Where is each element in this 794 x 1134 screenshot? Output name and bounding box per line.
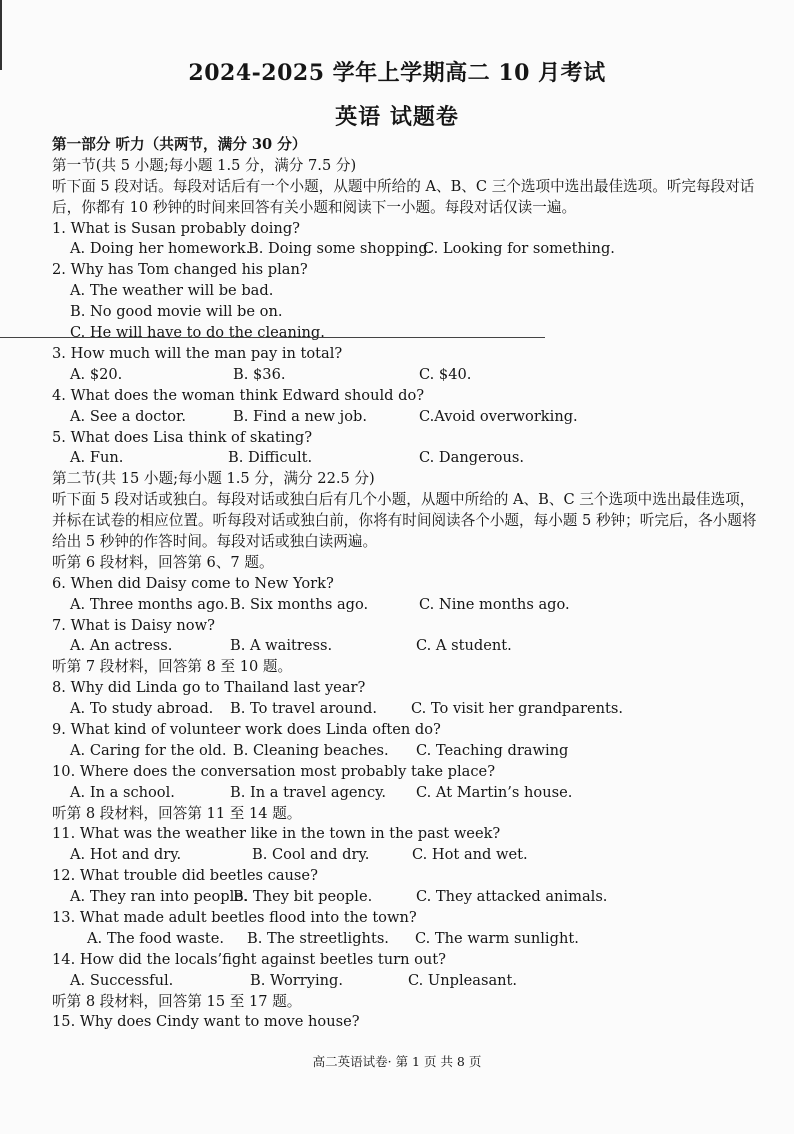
question-5-options	[52, 448, 762, 469]
option-b[interactable]: B. $36.	[233, 365, 286, 383]
question-3: 3. How much will the man pay in total?	[52, 344, 343, 362]
section1-heading: 第一节(共 5 小题;每小题 1.5 分，满分 7.5 分)	[52, 156, 357, 174]
part1-heading: 第一部分 听力（共两节，满分 30 分）	[52, 136, 307, 153]
question-8-options	[52, 699, 762, 720]
question-1: 1. What is Susan probably doing?	[52, 219, 300, 237]
option-c[interactable]: C. He will have to do the cleaning.	[70, 324, 325, 342]
material-8-note: 听第 8 段材料，回答第 11 至 14 题。	[52, 804, 302, 822]
option-b[interactable]: B. To travel around.	[230, 700, 377, 718]
question-9-options	[52, 741, 762, 762]
option-b[interactable]: B. Worrying.	[250, 971, 344, 989]
option-a[interactable]: A. Doing her homework.	[70, 240, 251, 258]
option-c[interactable]: C. A student.	[416, 637, 512, 655]
question-5: 5. What does Lisa think of skating?	[52, 428, 313, 446]
option-a[interactable]: A. The weather will be bad.	[70, 282, 274, 300]
option-c[interactable]: C. Hot and wet.	[412, 846, 528, 864]
question-9: 9. What kind of volunteer work does Linda often do?	[52, 721, 441, 739]
question-11-options	[52, 845, 762, 866]
question-14: 14. How did the locals’fight against beetles turn out?	[52, 950, 446, 968]
exam-subtitle: 英语 试题卷	[335, 104, 459, 130]
option-c[interactable]: C. Looking for something.	[423, 240, 615, 258]
option-a[interactable]: A. Three months ago.	[70, 595, 229, 613]
option-b[interactable]: B. A waitress.	[230, 637, 333, 655]
question-8: 8. Why did Linda go to Thailand last year?	[52, 679, 366, 697]
option-c[interactable]: C. They attacked animals.	[416, 888, 608, 906]
question-7-options	[52, 636, 762, 657]
option-c[interactable]: C. To visit her grandparents.	[411, 700, 623, 718]
question-6: 6. When did Daisy come to New York?	[52, 574, 334, 592]
option-b[interactable]: B. Six months ago.	[230, 595, 369, 613]
question-1-options	[52, 239, 762, 260]
option-a[interactable]: A. Caring for the old.	[70, 741, 227, 759]
question-6-options	[52, 595, 762, 616]
option-c[interactable]: C. Unpleasant.	[408, 971, 518, 989]
option-b[interactable]: B. In a travel agency.	[230, 783, 387, 801]
option-a[interactable]: A. In a school.	[70, 783, 175, 801]
option-a[interactable]: A. Fun.	[70, 449, 124, 467]
option-c[interactable]: C. Nine months ago.	[419, 595, 570, 613]
question-15: 15. Why does Cindy want to move house?	[52, 1013, 360, 1031]
material-7-note: 听第 7 段材料，回答第 8 至 10 题。	[52, 658, 293, 676]
exam-title: 2024-2025 学年上学期高二 10 月考试	[188, 60, 606, 86]
material-6-note: 听第 6 段材料，回答第 6、7 题。	[52, 553, 274, 571]
option-b[interactable]: B. Cleaning beaches.	[233, 741, 389, 759]
option-b[interactable]: B. No good movie will be on.	[70, 303, 283, 321]
option-b[interactable]: B. Doing some shopping.	[248, 240, 433, 258]
option-b[interactable]: B. The streetlights.	[247, 929, 389, 947]
option-b[interactable]: B. Cool and dry.	[252, 846, 370, 864]
option-c[interactable]: C. At Martin’s house.	[416, 783, 573, 801]
option-a[interactable]: A. To study abroad.	[70, 700, 214, 718]
question-10: 10. Where does the conversation most probably take place?	[52, 762, 496, 780]
option-b[interactable]: B. Difficult.	[228, 449, 313, 467]
section1-instructions: 听下面 5 段对话。每段对话后有一个小题，从题中所给的 A、B、C 三个选项中选出最佳选项。听完每段对话后，你都有 10 秒钟的时间来回答有关小题和阅读下一小题。每段对话仅读一遍。	[52, 177, 755, 216]
option-c[interactable]: C. Dangerous.	[419, 449, 524, 467]
question-4-options	[52, 407, 762, 428]
question-12-options	[52, 887, 762, 908]
question-4: 4. What does the woman think Edward should do?	[52, 386, 425, 404]
material-9-note: 听第 8 段材料，回答第 15 至 17 题。	[52, 992, 302, 1010]
option-a[interactable]: A. The food waste.	[87, 929, 225, 947]
option-a[interactable]: A. $20.	[70, 365, 123, 383]
exam-content	[52, 135, 762, 1033]
question-14-options	[52, 971, 762, 992]
option-b[interactable]: B. Find a new job.	[233, 407, 367, 425]
option-c[interactable]: C. $40.	[419, 365, 472, 383]
question-7: 7. What is Daisy now?	[52, 616, 215, 634]
option-a[interactable]: A. An actress.	[70, 637, 173, 655]
question-13-options	[52, 929, 762, 950]
question-11: 11. What was the weather like in the town in the past week?	[52, 825, 501, 843]
option-a[interactable]: A. They ran into people.	[70, 888, 248, 906]
page-footer: 高二英语试卷· 第 1 页 共 8 页	[312, 1054, 482, 1069]
question-3-options	[52, 365, 762, 386]
option-c[interactable]: C.Avoid overworking.	[419, 407, 578, 425]
section2-instructions: 听下面 5 段对话或独白。每段对话或独白后有几个小题，从题中所给的 A、B、C 三个选项中选出最佳选项，并标在试卷的相应位置。听每段对话或独白前，你将有时间阅读各个小题，每小题 5 秒钟；听完后，各小题将给出 5 秒钟的作答时间。每段对话或独白读两遍。	[52, 491, 757, 550]
option-b[interactable]: B. They bit people.	[233, 888, 373, 906]
option-a[interactable]: A. Hot and dry.	[70, 846, 182, 864]
question-12: 12. What trouble did beetles cause?	[52, 867, 318, 885]
option-a[interactable]: A. See a doctor.	[70, 407, 187, 425]
section2-heading: 第二节(共 15 小题;每小题 1.5 分，满分 22.5 分)	[52, 470, 375, 488]
question-2: 2. Why has Tom changed his plan?	[52, 261, 308, 279]
option-a[interactable]: A. Successful.	[70, 971, 174, 989]
option-c[interactable]: C. The warm sunlight.	[415, 929, 579, 947]
option-c[interactable]: C. Teaching drawing	[416, 741, 569, 759]
question-13: 13. What made adult beetles flood into the town?	[52, 909, 417, 927]
question-10-options	[52, 783, 762, 804]
